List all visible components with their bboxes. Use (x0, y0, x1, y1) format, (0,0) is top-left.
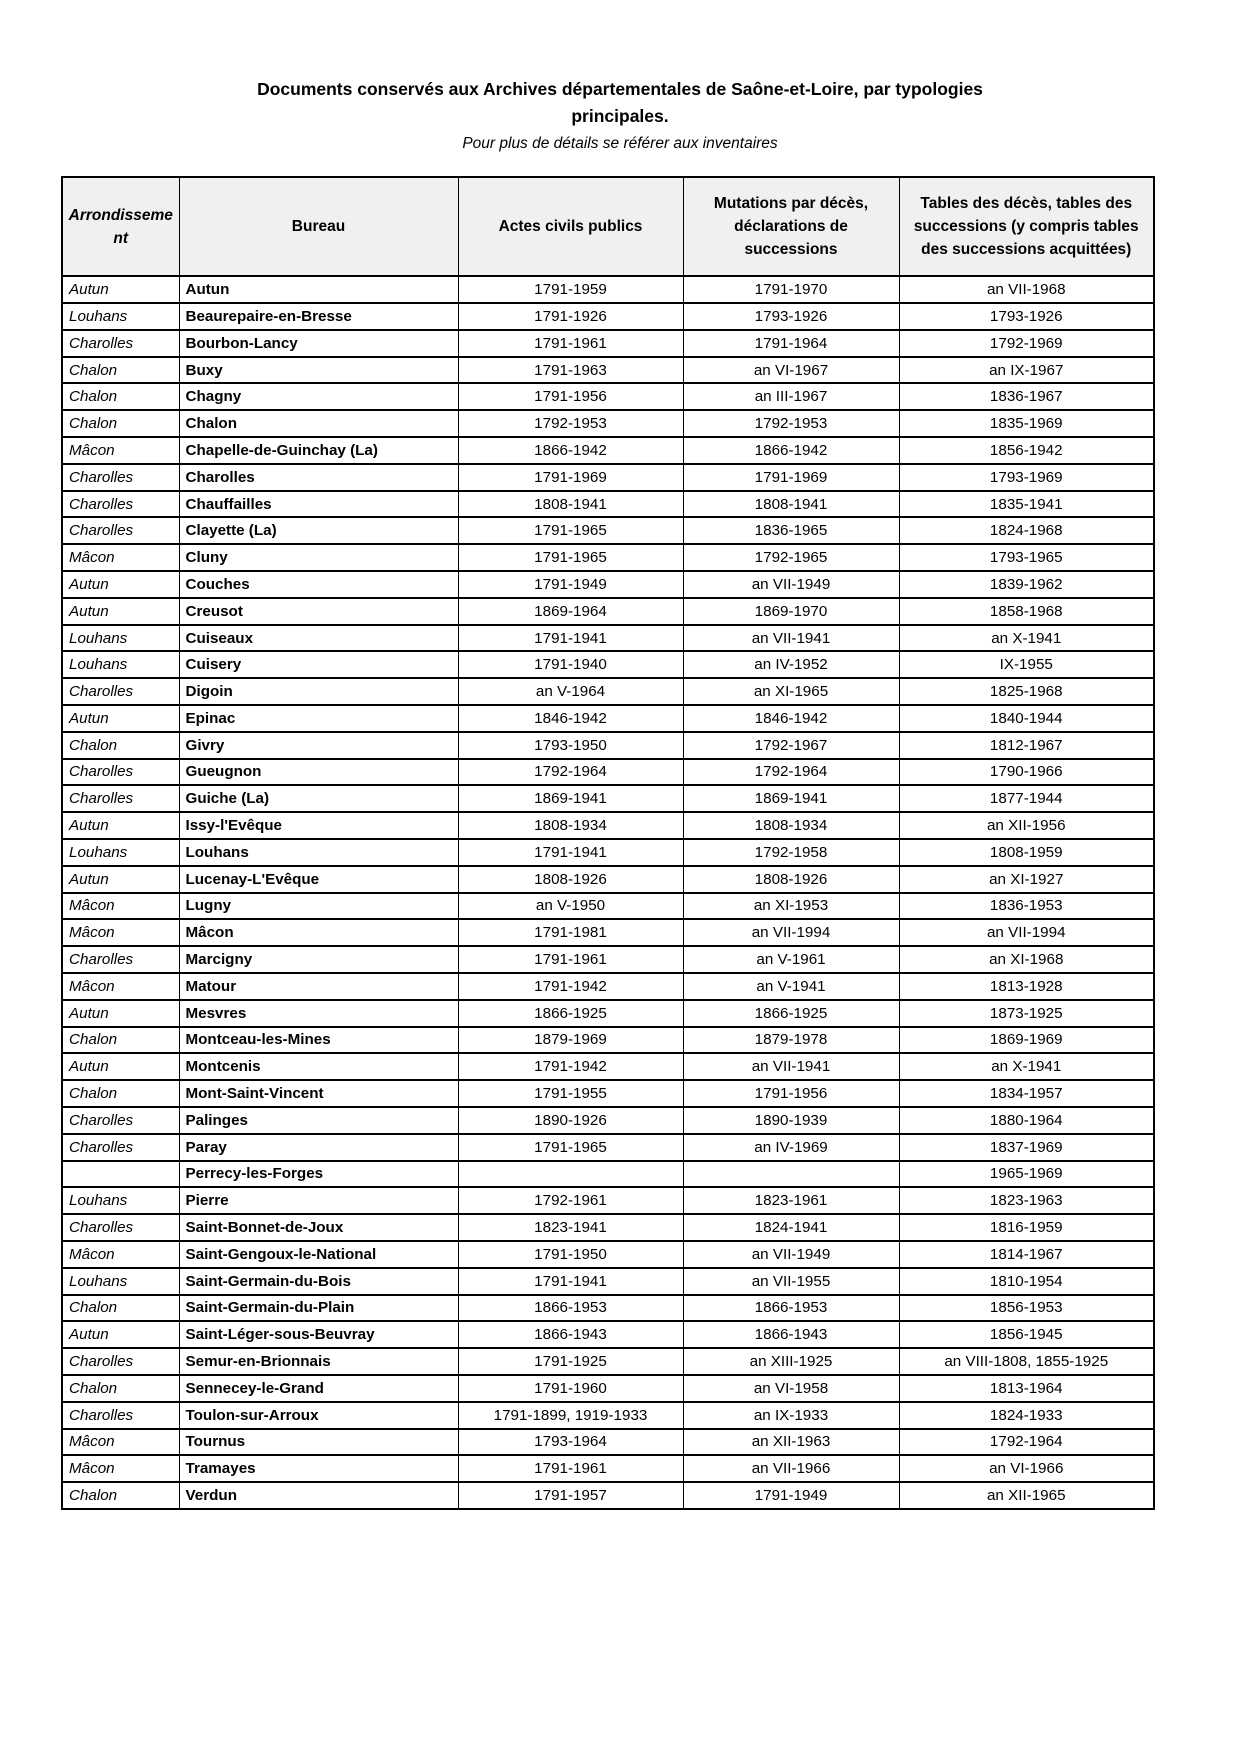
cell-bureau: Verdun (179, 1482, 458, 1509)
cell-arrondissement: Mâcon (62, 919, 179, 946)
cell-bureau: Cuisery (179, 651, 458, 678)
cell-arrondissement: Chalon (62, 1375, 179, 1402)
cell-mutations: an VI-1958 (683, 1375, 899, 1402)
cell-tables-deces: 1792-1969 (899, 330, 1154, 357)
cell-mutations (683, 1161, 899, 1188)
cell-mutations: an VII-1949 (683, 571, 899, 598)
cell-bureau: Palinges (179, 1107, 458, 1134)
cell-mutations: an V-1941 (683, 973, 899, 1000)
cell-tables-deces: 1790-1966 (899, 759, 1154, 786)
cell-bureau: Semur-en-Brionnais (179, 1348, 458, 1375)
table-row (62, 1375, 1154, 1402)
table-row (62, 1080, 1154, 1107)
table-row (62, 1268, 1154, 1295)
cell-mutations: an V-1961 (683, 946, 899, 973)
cell-bureau: Matour (179, 973, 458, 1000)
cell-bureau: Pierre (179, 1187, 458, 1214)
cell-mutations: 1792-1965 (683, 544, 899, 571)
cell-bureau: Autun (179, 276, 458, 303)
cell-actes-civils: 1791-1941 (458, 839, 683, 866)
col-header-bureau: Bureau (179, 177, 458, 276)
cell-bureau: Saint-Bonnet-de-Joux (179, 1214, 458, 1241)
cell-arrondissement: Charolles (62, 517, 179, 544)
page-subtitle: Pour plus de détails se référer aux inventaires (462, 135, 778, 153)
table-row (62, 1000, 1154, 1027)
cell-arrondissement: Louhans (62, 651, 179, 678)
table-body (62, 276, 1154, 1509)
cell-bureau: Chapelle-de-Guinchay (La) (179, 437, 458, 464)
cell-arrondissement: Louhans (62, 625, 179, 652)
cell-bureau: Lugny (179, 893, 458, 920)
cell-bureau: Gueugnon (179, 759, 458, 786)
cell-actes-civils: 1792-1961 (458, 1187, 683, 1214)
table-row (62, 785, 1154, 812)
cell-actes-civils: 1808-1941 (458, 491, 683, 518)
archives-table (61, 176, 1155, 1510)
cell-tables-deces: 1880-1964 (899, 1107, 1154, 1134)
cell-arrondissement: Autun (62, 598, 179, 625)
table-row (62, 410, 1154, 437)
cell-actes-civils: 1823-1941 (458, 1214, 683, 1241)
table-row (62, 1214, 1154, 1241)
table-row (62, 946, 1154, 973)
cell-mutations: an VII-1949 (683, 1241, 899, 1268)
cell-arrondissement: Charolles (62, 330, 179, 357)
cell-tables-deces: 1965-1969 (899, 1161, 1154, 1188)
table-row (62, 517, 1154, 544)
table-row (62, 1482, 1154, 1509)
table-row (62, 330, 1154, 357)
cell-bureau: Montcenis (179, 1053, 458, 1080)
cell-tables-deces: 1813-1928 (899, 973, 1154, 1000)
table-row (62, 598, 1154, 625)
cell-bureau: Bourbon-Lancy (179, 330, 458, 357)
cell-mutations: 1808-1941 (683, 491, 899, 518)
cell-actes-civils: 1791-1961 (458, 946, 683, 973)
cell-bureau: Chagny (179, 383, 458, 410)
cell-arrondissement: Louhans (62, 839, 179, 866)
table-row (62, 1027, 1154, 1054)
cell-actes-civils: 1791-1981 (458, 919, 683, 946)
cell-mutations: an XI-1965 (683, 678, 899, 705)
cell-tables-deces: 1812-1967 (899, 732, 1154, 759)
cell-mutations: an IX-1933 (683, 1402, 899, 1429)
cell-actes-civils: 1791-1961 (458, 330, 683, 357)
table-row (62, 1161, 1154, 1188)
cell-tables-deces: 1869-1969 (899, 1027, 1154, 1054)
cell-arrondissement: Autun (62, 276, 179, 303)
table-row (62, 973, 1154, 1000)
cell-arrondissement: Louhans (62, 303, 179, 330)
cell-mutations: an III-1967 (683, 383, 899, 410)
cell-actes-civils: 1890-1926 (458, 1107, 683, 1134)
cell-tables-deces: an VI-1966 (899, 1455, 1154, 1482)
cell-actes-civils: 1869-1941 (458, 785, 683, 812)
cell-actes-civils: 1791-1955 (458, 1080, 683, 1107)
cell-tables-deces: 1858-1968 (899, 598, 1154, 625)
cell-actes-civils: 1791-1949 (458, 571, 683, 598)
col-header-mutations: Mutations par décès, déclarations de successions (683, 177, 899, 276)
cell-actes-civils: 1791-1960 (458, 1375, 683, 1402)
cell-actes-civils: an V-1950 (458, 893, 683, 920)
cell-arrondissement: Chalon (62, 1295, 179, 1322)
cell-tables-deces: 1793-1965 (899, 544, 1154, 571)
table-row (62, 1402, 1154, 1429)
cell-tables-deces: 1839-1962 (899, 571, 1154, 598)
table-row (62, 1295, 1154, 1322)
table-row (62, 625, 1154, 652)
cell-mutations: 1791-1964 (683, 330, 899, 357)
cell-mutations: an VII-1966 (683, 1455, 899, 1482)
cell-actes-civils: 1879-1969 (458, 1027, 683, 1054)
cell-mutations: 1808-1926 (683, 866, 899, 893)
table-row (62, 678, 1154, 705)
cell-actes-civils: 1792-1964 (458, 759, 683, 786)
cell-bureau: Saint-Germain-du-Plain (179, 1295, 458, 1322)
cell-mutations: an IV-1952 (683, 651, 899, 678)
table-row (62, 544, 1154, 571)
cell-arrondissement: Mâcon (62, 1455, 179, 1482)
cell-mutations: 1823-1961 (683, 1187, 899, 1214)
cell-bureau: Sennecey-le-Grand (179, 1375, 458, 1402)
cell-mutations: an VII-1955 (683, 1268, 899, 1295)
cell-tables-deces: 1824-1968 (899, 517, 1154, 544)
cell-bureau: Chauffailles (179, 491, 458, 518)
cell-actes-civils: 1792-1953 (458, 410, 683, 437)
cell-tables-deces: 1835-1941 (899, 491, 1154, 518)
cell-actes-civils: 1791-1959 (458, 276, 683, 303)
cell-tables-deces: an VII-1994 (899, 919, 1154, 946)
cell-actes-civils: 1791-1925 (458, 1348, 683, 1375)
cell-tables-deces: 1873-1925 (899, 1000, 1154, 1027)
col-header-tables-deces: Tables des décès, tables des successions (y compris tables des successions acquittées) (899, 177, 1154, 276)
cell-actes-civils: 1791-1956 (458, 383, 683, 410)
cell-tables-deces: 1856-1942 (899, 437, 1154, 464)
col-header-actes-civils: Actes civils publics (458, 177, 683, 276)
cell-arrondissement: Charolles (62, 946, 179, 973)
cell-bureau: Chalon (179, 410, 458, 437)
cell-mutations: 1866-1925 (683, 1000, 899, 1027)
table-row (62, 839, 1154, 866)
cell-bureau: Couches (179, 571, 458, 598)
table-row (62, 1053, 1154, 1080)
cell-arrondissement: Autun (62, 866, 179, 893)
cell-arrondissement: Louhans (62, 1268, 179, 1295)
cell-mutations: 1866-1943 (683, 1321, 899, 1348)
cell-bureau: Tournus (179, 1429, 458, 1456)
cell-actes-civils: 1791-1899, 1919-1933 (458, 1402, 683, 1429)
cell-bureau: Epinac (179, 705, 458, 732)
cell-arrondissement: Chalon (62, 1027, 179, 1054)
cell-bureau: Paray (179, 1134, 458, 1161)
table-row (62, 303, 1154, 330)
cell-mutations: 1791-1949 (683, 1482, 899, 1509)
table-row (62, 1455, 1154, 1482)
cell-arrondissement: Mâcon (62, 437, 179, 464)
cell-tables-deces: 1825-1968 (899, 678, 1154, 705)
table-row (62, 1241, 1154, 1268)
table-row (62, 464, 1154, 491)
cell-mutations: an VII-1941 (683, 625, 899, 652)
cell-mutations: an VII-1994 (683, 919, 899, 946)
cell-arrondissement: Mâcon (62, 893, 179, 920)
cell-bureau: Mâcon (179, 919, 458, 946)
cell-tables-deces: an XII-1965 (899, 1482, 1154, 1509)
title-block (0, 0, 1240, 153)
cell-mutations: 1824-1941 (683, 1214, 899, 1241)
cell-arrondissement: Mâcon (62, 1241, 179, 1268)
cell-mutations: 1792-1964 (683, 759, 899, 786)
table-row (62, 893, 1154, 920)
cell-actes-civils: 1808-1934 (458, 812, 683, 839)
cell-arrondissement: Charolles (62, 1348, 179, 1375)
table-row (62, 812, 1154, 839)
cell-tables-deces: 1813-1964 (899, 1375, 1154, 1402)
cell-tables-deces: 1793-1969 (899, 464, 1154, 491)
cell-tables-deces: 1816-1959 (899, 1214, 1154, 1241)
cell-tables-deces: IX-1955 (899, 651, 1154, 678)
cell-tables-deces: 1810-1954 (899, 1268, 1154, 1295)
cell-actes-civils: 1791-1965 (458, 1134, 683, 1161)
cell-mutations: 1808-1934 (683, 812, 899, 839)
cell-arrondissement: Mâcon (62, 1429, 179, 1456)
cell-arrondissement: Autun (62, 571, 179, 598)
cell-bureau: Perrecy-les-Forges (179, 1161, 458, 1188)
col-header-arrondissement: Arrondissement (62, 177, 179, 276)
cell-actes-civils: 1793-1964 (458, 1429, 683, 1456)
cell-bureau: Saint-Germain-du-Bois (179, 1268, 458, 1295)
cell-mutations: 1791-1969 (683, 464, 899, 491)
cell-arrondissement: Mâcon (62, 973, 179, 1000)
cell-bureau: Mont-Saint-Vincent (179, 1080, 458, 1107)
cell-bureau: Buxy (179, 357, 458, 384)
cell-actes-civils: 1866-1943 (458, 1321, 683, 1348)
cell-mutations: an XII-1963 (683, 1429, 899, 1456)
cell-mutations: an XI-1953 (683, 893, 899, 920)
cell-arrondissement: Chalon (62, 1482, 179, 1509)
cell-tables-deces: 1856-1945 (899, 1321, 1154, 1348)
cell-arrondissement: Autun (62, 1053, 179, 1080)
cell-mutations: 1791-1970 (683, 276, 899, 303)
cell-mutations: an VI-1967 (683, 357, 899, 384)
cell-actes-civils: 1793-1950 (458, 732, 683, 759)
table-row (62, 383, 1154, 410)
cell-mutations: 1792-1953 (683, 410, 899, 437)
cell-arrondissement: Charolles (62, 1134, 179, 1161)
cell-actes-civils: 1791-1950 (458, 1241, 683, 1268)
table-row (62, 1134, 1154, 1161)
cell-bureau: Charolles (179, 464, 458, 491)
cell-actes-civils: 1808-1926 (458, 866, 683, 893)
cell-actes-civils: 1791-1965 (458, 544, 683, 571)
cell-bureau: Tramayes (179, 1455, 458, 1482)
cell-arrondissement: Autun (62, 1321, 179, 1348)
cell-tables-deces: 1824-1933 (899, 1402, 1154, 1429)
cell-actes-civils (458, 1161, 683, 1188)
cell-bureau: Mesvres (179, 1000, 458, 1027)
cell-bureau: Lucenay-L'Evêque (179, 866, 458, 893)
cell-actes-civils: 1866-1925 (458, 1000, 683, 1027)
cell-bureau: Givry (179, 732, 458, 759)
cell-bureau: Cluny (179, 544, 458, 571)
table-row (62, 759, 1154, 786)
cell-actes-civils: 1791-1957 (458, 1482, 683, 1509)
cell-arrondissement: Charolles (62, 1214, 179, 1241)
cell-arrondissement: Chalon (62, 383, 179, 410)
cell-actes-civils: 1866-1953 (458, 1295, 683, 1322)
cell-mutations: 1869-1970 (683, 598, 899, 625)
table-header-row (62, 177, 1154, 276)
table-row (62, 1321, 1154, 1348)
cell-arrondissement: Autun (62, 705, 179, 732)
page-title-line1: Documents conservés aux Archives départementales de Saône-et-Loire, par typologies (257, 79, 983, 99)
table-row (62, 1348, 1154, 1375)
cell-arrondissement: Charolles (62, 678, 179, 705)
cell-tables-deces: 1823-1963 (899, 1187, 1154, 1214)
cell-tables-deces: 1840-1944 (899, 705, 1154, 732)
cell-bureau: Issy-l'Evêque (179, 812, 458, 839)
table-row (62, 571, 1154, 598)
table-row (62, 491, 1154, 518)
cell-tables-deces: 1856-1953 (899, 1295, 1154, 1322)
cell-arrondissement: Charolles (62, 759, 179, 786)
cell-arrondissement: Charolles (62, 491, 179, 518)
table-row (62, 1429, 1154, 1456)
cell-tables-deces: 1835-1969 (899, 410, 1154, 437)
cell-actes-civils: 1791-1942 (458, 1053, 683, 1080)
cell-tables-deces: an VIII-1808, 1855-1925 (899, 1348, 1154, 1375)
cell-actes-civils: 1866-1942 (458, 437, 683, 464)
cell-tables-deces: an XI-1968 (899, 946, 1154, 973)
cell-arrondissement (62, 1161, 179, 1188)
cell-arrondissement: Chalon (62, 357, 179, 384)
cell-actes-civils: an V-1964 (458, 678, 683, 705)
cell-arrondissement: Charolles (62, 785, 179, 812)
cell-tables-deces: an IX-1967 (899, 357, 1154, 384)
cell-tables-deces: 1834-1957 (899, 1080, 1154, 1107)
cell-arrondissement: Charolles (62, 1402, 179, 1429)
table-row (62, 866, 1154, 893)
cell-bureau: Guiche (La) (179, 785, 458, 812)
table-row (62, 732, 1154, 759)
table-header (62, 177, 1154, 276)
table-row (62, 705, 1154, 732)
cell-bureau: Beaurepaire-en-Bresse (179, 303, 458, 330)
cell-tables-deces: 1792-1964 (899, 1429, 1154, 1456)
cell-mutations: an IV-1969 (683, 1134, 899, 1161)
cell-mutations: 1879-1978 (683, 1027, 899, 1054)
cell-arrondissement: Chalon (62, 732, 179, 759)
cell-tables-deces: 1877-1944 (899, 785, 1154, 812)
table-row (62, 1187, 1154, 1214)
cell-tables-deces: 1836-1953 (899, 893, 1154, 920)
cell-mutations: 1791-1956 (683, 1080, 899, 1107)
cell-mutations: 1792-1958 (683, 839, 899, 866)
cell-mutations: 1869-1941 (683, 785, 899, 812)
cell-tables-deces: an XI-1927 (899, 866, 1154, 893)
table-row (62, 437, 1154, 464)
cell-actes-civils: 1791-1969 (458, 464, 683, 491)
cell-arrondissement: Charolles (62, 464, 179, 491)
cell-arrondissement: Louhans (62, 1187, 179, 1214)
cell-actes-civils: 1791-1941 (458, 1268, 683, 1295)
table-row (62, 276, 1154, 303)
cell-arrondissement: Chalon (62, 410, 179, 437)
cell-mutations: 1890-1939 (683, 1107, 899, 1134)
cell-bureau: Digoin (179, 678, 458, 705)
cell-mutations: 1866-1942 (683, 437, 899, 464)
cell-actes-civils: 1791-1941 (458, 625, 683, 652)
table-row (62, 651, 1154, 678)
cell-bureau: Clayette (La) (179, 517, 458, 544)
cell-bureau: Saint-Gengoux-le-National (179, 1241, 458, 1268)
cell-actes-civils: 1791-1926 (458, 303, 683, 330)
cell-bureau: Toulon-sur-Arroux (179, 1402, 458, 1429)
cell-arrondissement: Mâcon (62, 544, 179, 571)
cell-arrondissement: Autun (62, 1000, 179, 1027)
cell-bureau: Montceau-les-Mines (179, 1027, 458, 1054)
table-row (62, 919, 1154, 946)
cell-tables-deces: 1837-1969 (899, 1134, 1154, 1161)
cell-mutations: 1836-1965 (683, 517, 899, 544)
page-title-line2: principales. (571, 106, 669, 127)
cell-bureau: Louhans (179, 839, 458, 866)
cell-actes-civils: 1846-1942 (458, 705, 683, 732)
cell-tables-deces: an VII-1968 (899, 276, 1154, 303)
cell-arrondissement: Autun (62, 812, 179, 839)
cell-mutations: 1793-1926 (683, 303, 899, 330)
cell-mutations: 1866-1953 (683, 1295, 899, 1322)
cell-tables-deces: an XII-1956 (899, 812, 1154, 839)
cell-actes-civils: 1869-1964 (458, 598, 683, 625)
cell-bureau: Marcigny (179, 946, 458, 973)
cell-bureau: Creusot (179, 598, 458, 625)
cell-tables-deces: 1808-1959 (899, 839, 1154, 866)
cell-mutations: 1792-1967 (683, 732, 899, 759)
cell-arrondissement: Charolles (62, 1107, 179, 1134)
cell-tables-deces: an X-1941 (899, 1053, 1154, 1080)
cell-actes-civils: 1791-1942 (458, 973, 683, 1000)
table-row (62, 1107, 1154, 1134)
cell-actes-civils: 1791-1963 (458, 357, 683, 384)
table-row (62, 357, 1154, 384)
cell-actes-civils: 1791-1965 (458, 517, 683, 544)
cell-actes-civils: 1791-1940 (458, 651, 683, 678)
cell-mutations: an XIII-1925 (683, 1348, 899, 1375)
cell-mutations: 1846-1942 (683, 705, 899, 732)
cell-mutations: an VII-1941 (683, 1053, 899, 1080)
cell-tables-deces: 1793-1926 (899, 303, 1154, 330)
cell-tables-deces: an X-1941 (899, 625, 1154, 652)
cell-bureau: Cuiseaux (179, 625, 458, 652)
cell-bureau: Saint-Léger-sous-Beuvray (179, 1321, 458, 1348)
cell-arrondissement: Chalon (62, 1080, 179, 1107)
cell-tables-deces: 1836-1967 (899, 383, 1154, 410)
cell-tables-deces: 1814-1967 (899, 1241, 1154, 1268)
cell-actes-civils: 1791-1961 (458, 1455, 683, 1482)
